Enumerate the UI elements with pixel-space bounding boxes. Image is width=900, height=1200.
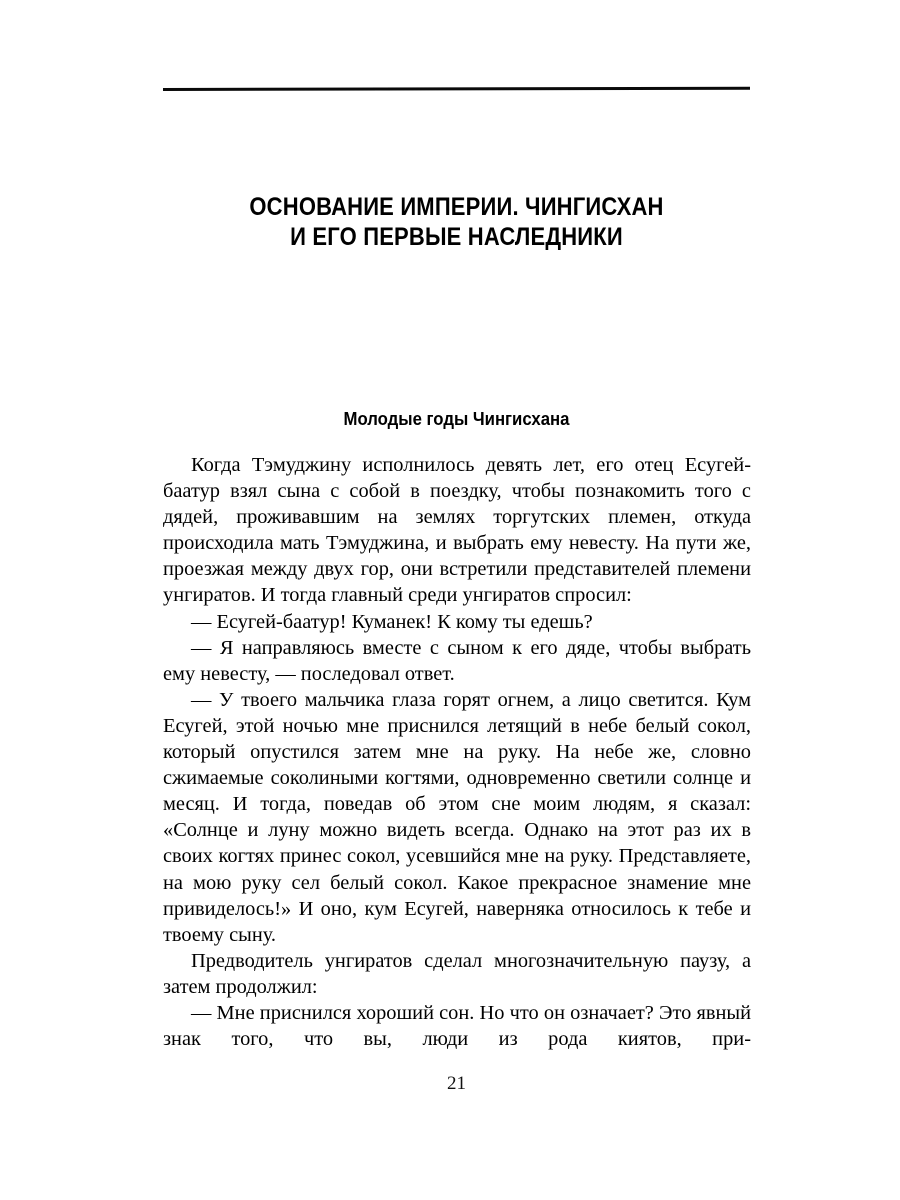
chapter-title-line-2: И ЕГО ПЕРВЫЕ НАСЛЕДНИКИ [290, 222, 623, 251]
section-heading [163, 408, 750, 430]
paragraph: Предводитель унгиратов сделал многозначительную паузу, а затем продолжил: [163, 949, 751, 998]
top-horizontal-rule [163, 88, 750, 94]
dialogue-line: — Есугей-баатур! Куманек! К кому ты едешь? [191, 610, 593, 633]
chapter-title [163, 192, 750, 252]
page-number: 21 [447, 1073, 466, 1094]
section-heading-text: Молодые годы Чингисхана [343, 408, 570, 429]
chapter-title-line-1: ОСНОВАНИЕ ИМПЕРИИ. ЧИНГИСХАН [249, 192, 664, 221]
dialogue-line: — Я направляюсь вместе с сыном к его дяде, чтобы выбрать ему невесту, — последовал ответ. [163, 636, 751, 685]
dialogue-line: — Мне приснился хороший сон. Но что он означает? Это явный знак того, что вы, люди из рода киятов, при- [163, 1001, 751, 1051]
rule-line [163, 87, 750, 91]
paragraph: Когда Тэмуджину исполнилось девять лет, его отец Есугей-баатур взял сына с собой в поездку, чтобы познакомить того с дядей, проживавшим на землях торгутских племен, откуда происходила мать Тэмуджина, и выбрать ему невесту. На пути же, проезжая между двух гор, они встретили представителей племени унгиратов. И тогда главный среди унгиратов спросил: [163, 454, 751, 607]
body-text [163, 452, 751, 1052]
dialogue-line: — У твоего мальчика глаза горят огнем, а лицо светится. Кум Есугей, этой ночью мне приснился летящий в небе белый сокол, который опустился затем мне на руку. На небе же, словно сжимаемые соколиными когтями, одновременно светили солнце и месяц. И тогда, поведав об этом сне моим людям, я сказал: «Солнце и луну можно видеть всегда. Однако на этот раз их в своих когтях принес сокол, усевшийся мне на руку. Представляете, на мою руку сел белый сокол. Какое прекрасное знамение мне привиделось!» И оно, кум Есугей, наверняка относилось к тебе и твоему сыну. [163, 688, 751, 946]
